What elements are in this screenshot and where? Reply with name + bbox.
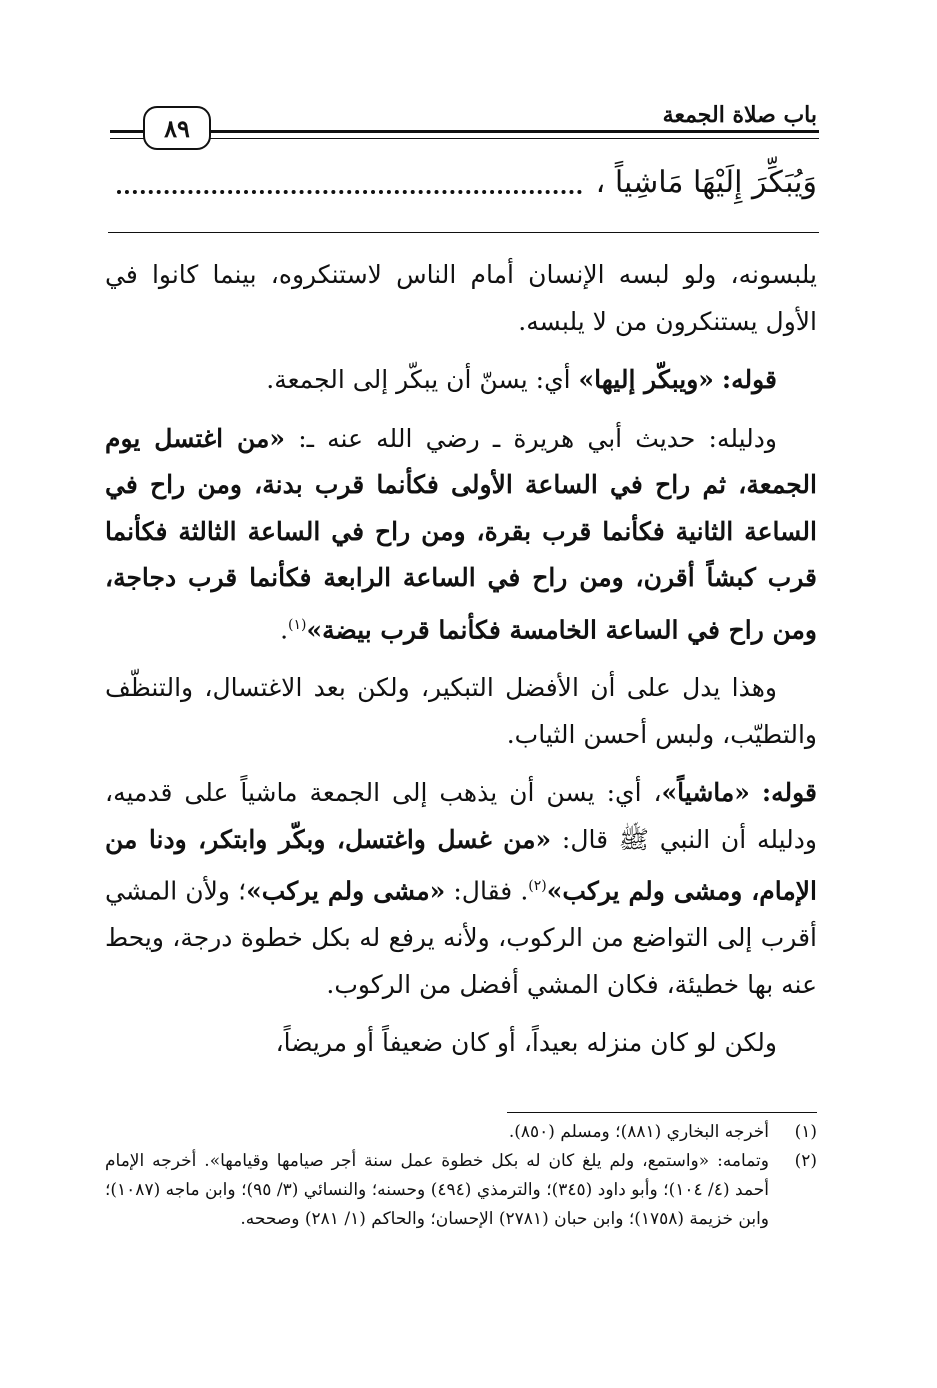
commentary-body <box>105 252 817 1079</box>
footnote-item: (٢) وتمامه: «واستمع، ولم يلغ كان له بكل خطوة عمل سنة أجر صيامها وقيامها». أخرجه الإمام أحمد (٤/ ١٠٤)؛ وأبو داود (٣٤٥)؛ والترمذي (٤٩٤) وحسنه؛ والنسائي (٣/ ٩٥)؛ وابن ماجه (١٠٨٧)؛ وابن خزيمة (١٧٥٨)؛ وابن حبان (٢٧٨١) الإحسان؛ والحاكم (١/ ٢٨١) وصححه. <box>105 1151 817 1229</box>
paragraph-6: ولكن لو كان منزله بعيداً، أو كان ضعيفاً أو مريضاً، <box>275 1028 777 1058</box>
matn-text: وَيُبَكِّرَ إِلَيْهَا مَاشِياً ، <box>595 165 817 200</box>
footnotes <box>105 1118 817 1234</box>
paragraph-5: قوله: «ماشياً»، أي: يسن أن يذهب إلى الجمعة ماشياً على قدميه، ودليله أن النبي ﷺ قال: «من غسل واغتسل، وبكّر وابتكر، ودنا من الإمام، ومشى ولم يركب»$^{(٢)}$. فقال: «مشى ولم يركب»؛ ولأن المشي أقرب إلى التواضع من الركوب، ولأنه يرفع له بكل خطوة درجة، ويحط عنه بها خطيئة، فكان المشي أفضل من الركوب. <box>105 778 817 999</box>
paragraph-2: قوله: «ويبكّر إليها» أي: يسنّ أن يبكّر إلى الجمعة. <box>266 365 777 394</box>
page-number: ٨٩ <box>143 106 211 150</box>
header-rule-thin <box>110 138 819 139</box>
matn-line <box>117 165 817 200</box>
footnote-ref-2: (٢) <box>528 878 547 895</box>
hadith-text: «من اغتسل يوم الجمعة، ثم راح في الساعة الأولى فكأنما قرب بدنة، ومن راح في الساعة الثانية فكأنما قرب بقرة، ومن راح في الساعة الثالثة فكأنما قرب كبشاً أقرن، ومن راح في الساعة الرابعة فكأنما قرب دجاجة، ومن راح في الساعة الخامسة فكأنما قرب بيضة» <box>105 423 817 644</box>
footnote-item: (١) أخرجه البخاري (٨٨١)؛ ومسلم (٨٥٠). <box>508 1122 817 1142</box>
hadith-text: «من غسل واغتسل، وبكّر وابتكر، ودنا من الإمام، ومشى ولم يركب» <box>105 824 817 906</box>
footnote-separator <box>507 1112 817 1113</box>
matn-dots <box>117 190 582 194</box>
footnote-ref-1: (١) <box>288 616 307 633</box>
paragraph-4: وهذا يدل على أن الأفضل التبكير، ولكن بعد الاغتسال، والتنظّف والتطيّب، ولبس أحسن الثياب. <box>105 673 817 749</box>
paragraph-1: يلبسونه، ولو لبسه الإنسان أمام الناس لاستنكروه، بينما كانوا في الأول يستنكرون من لا يلبسه. <box>105 260 817 336</box>
paragraph-3: ودليله: حديث أبي هريرة ـ رضي الله عنه ـ: «من اغتسل يوم الجمعة، ثم راح في الساعة الأولى فكأنما قرب بدنة، ومن راح في الساعة الثانية فكأنما قرب بقرة، ومن راح في الساعة الثالثة فكأنما قرب كبشاً أقرن، ومن راح في الساعة الرابعة فكأنما قرب دجاجة، ومن راح في الساعة الخامسة فكأنما قرب بيضة»$^{(١)}$. <box>105 423 817 644</box>
header-rule <box>110 130 819 133</box>
matn-separator <box>108 232 819 233</box>
chapter-title: باب صلاة الجمعة <box>662 102 817 128</box>
